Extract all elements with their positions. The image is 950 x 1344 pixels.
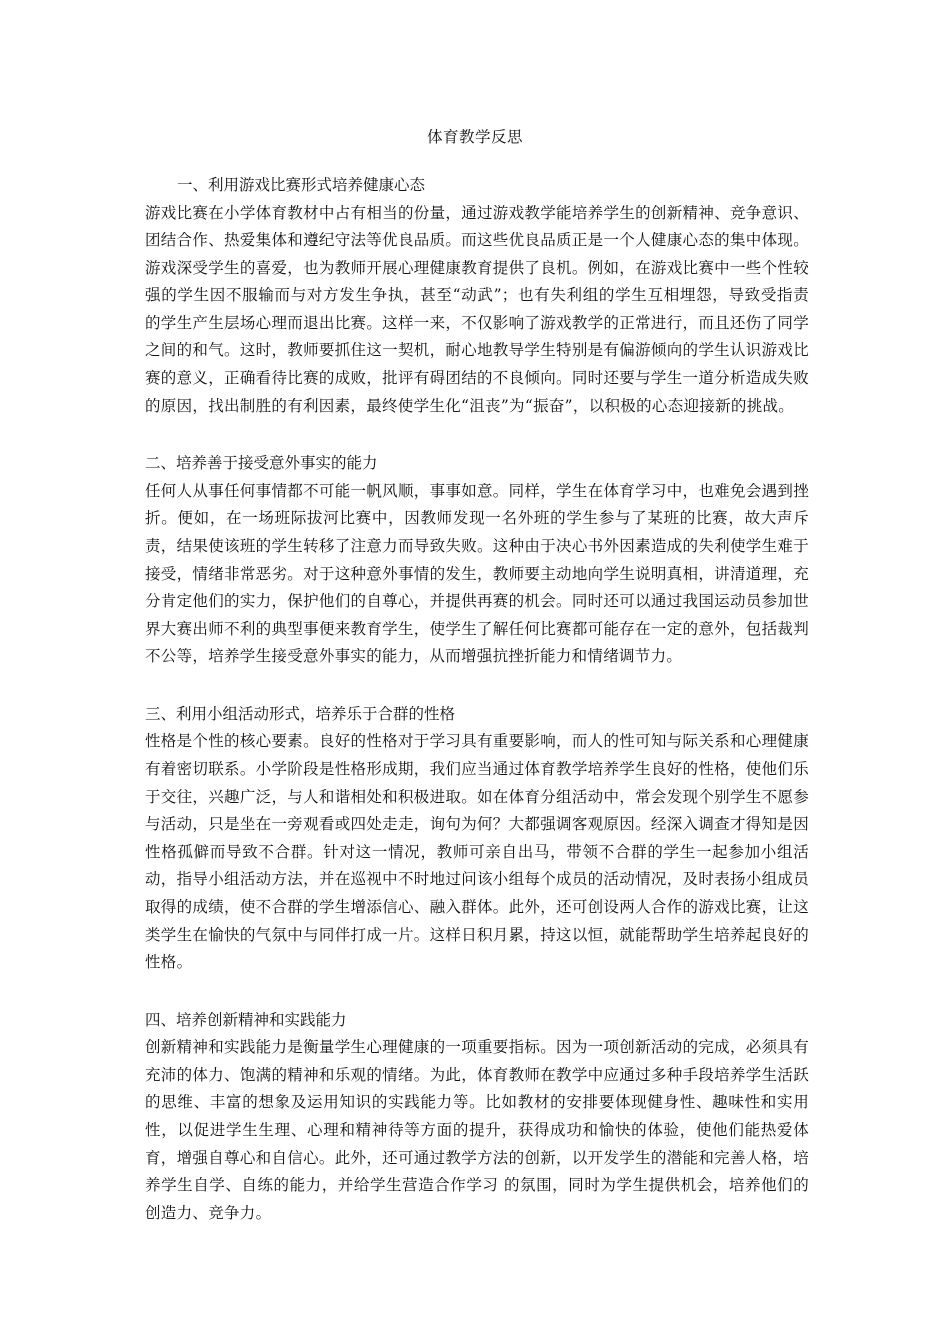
- section-heading: 一、利用游戏比赛形式培养健康心态: [177, 176, 426, 194]
- section-3: [145, 701, 809, 977]
- section-paragraph: 游戏比赛在小学体育教材中占有相当的份量，通过游戏教学能培养学生的创新精神、竞争意识、团结合作、热爱集体和遵纪守法等优良品质。而这些优良品质正是一个人健康心态的集中体现。游戏深受学生的喜爱，也为教师开展心理健康教育提供了良机。例如，在游戏比赛中一些个性较强的学生因不服输而与对方发生争执，甚至“动武”；也有失利组的学生互相埋怨，导致受指责的学生产生层场心理而退出比赛。这样一来，不仅影响了游戏教学的正常进行，而且还伤了同学之间的和气。这时，教师要抓住这一契机，耐心地教导学生特别是有偏游倾向的学生认识游戏比赛的意义，正确看待比赛的成败，批评有碍团结的不良倾向。同时还要与学生一道分析造成失败的原因，找出制胜的有利因素，最终使学生化“沮丧”为“振奋”，以积极的心态迎接新的挑战。: [145, 203, 809, 415]
- section-4: [145, 1007, 809, 1228]
- section-paragraph: 任何人从事任何事情都不可能一帆风顺，事事如意。同样，学生在体育学习中，也难免会遇到挫折。便如，在一场班际拔河比赛中，因教师发现一名外班的学生参与了某班的比赛，故大声斥责，结果使该班的学生转移了注意力而导致失败。这种由于决心书外因素造成的失利使学生难于接受，情绪非常恶劣。对于这种意外事情的发生，教师要主动地向学生说明真相，讲清道理，充分肯定他们的实力，保护他们的自尊心，并提供再赛的机会。同时还可以通过我国运动员参加世界大赛出师不利的典型事便来教育学生，使学生了解任何比赛都可能存在一定的意外，包括裁判不公等，培养学生接受意外事实的能力，从而增强抗挫折能力和情绪调节力。: [145, 481, 809, 666]
- document-title: 体育教学反思: [426, 128, 523, 146]
- section-1: [145, 172, 809, 420]
- section-paragraph: 创新精神和实践能力是衡量学生心理健康的一项重要指标。因为一项创新活动的完成，必须具有充沛的体力、饱满的精神和乐观的情绪。为此，体育教师在教学中应通过多种手段培养学生活跃的思维、丰富的想象及运用知识的实践能力等。比如教材的安排要体现健身性、趣味性和实用性，以促进学生生理、心理和精神待等方面的提升，获得成功和愉快的体验，使他们能热爱体育，增强自尊心和自信心。此外，还可通过教学方法的创新，以开发学生的潜能和完善人格，培养学生自学、自练的能力，并给学生营造合作学习 的氛围，同时为学生提供机会，培养他们的创造力、竞争力。: [145, 1038, 809, 1222]
- document-body: [145, 172, 809, 1257]
- section-heading: 三、利用小组活动形式，培养乐于合群的性格: [145, 704, 456, 723]
- section-2: [145, 450, 809, 671]
- section-heading: 四、培养创新精神和实践能力: [145, 1010, 347, 1029]
- section-heading: 二、培养善于接受意外事实的能力: [145, 454, 378, 473]
- section-paragraph: 性格是个性的核心要素。良好的性格对于学习具有重要影响，而人的性可知与际关系和心理健康有着密切联系。小学阶段是性格形成期，我们应当通过体育教学培养学生良好的性格，使他们乐于交往，兴趣广泛，与人和谐相处和积极进取。如在体育分组活动中，常会发现个别学生不愿参与活动，只是坐在一旁观看或四处走走，询句为何？大都强调客观原因。经深入调查才得知是因性格孤僻而导致不合群。针对这一情况，教师可亲自出马，带领不合群的学生一起参加小组活动，指导小组活动方法，并在巡视中不时地过问该小组每个成员的活动情况，及时表扬小组成员取得的成绩，使不合群的学生增添信心、融入群体。此外，还可创设两人合作的游戏比赛，让这类学生在愉快的气氛中与同伴打成一片。这样日积月累，持这以恒，就能帮助学生培养起良好的性格。: [145, 732, 809, 972]
